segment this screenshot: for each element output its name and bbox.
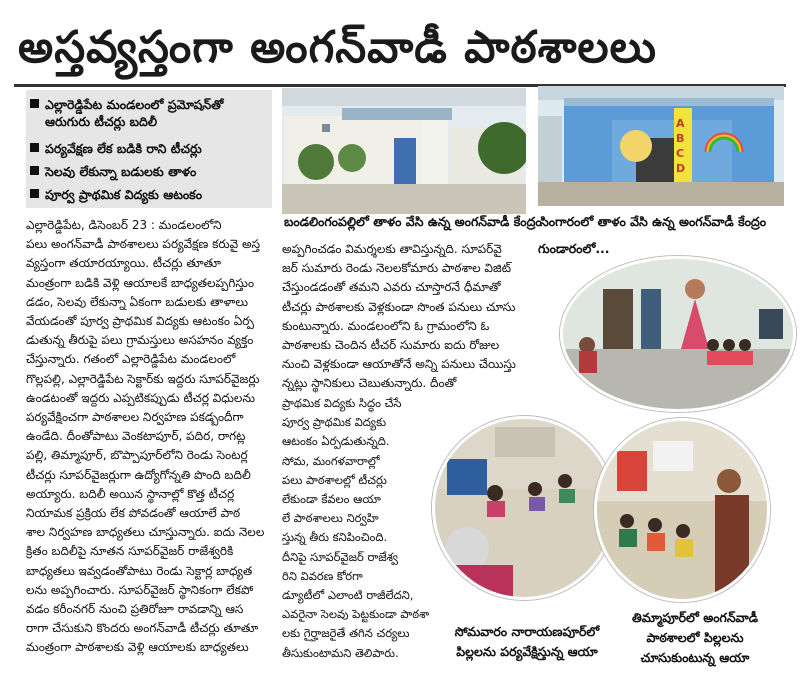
photo-caption: సింగారంలో తాళం వేసి ఉన్న అంగన్‌వాడీ కేంద్రం [540, 214, 767, 229]
article-line: పలు పాఠశాలల్లో టీచర్లు [282, 472, 387, 487]
article-column-1 [26, 216, 274, 658]
article-line: ఉండటంతో ఇద్దరు ఎప్పటికప్పుడు టీచర్ల విధులను [26, 390, 256, 405]
bullet-square-icon [30, 99, 39, 108]
article-line: డుతున్న తీరుపై పలు గ్రామస్తులు అసహనం వ్యక్తం [26, 333, 254, 348]
photo-caption: బండలింగంపల్లిలో తాళం వేసి ఉన్న అంగన్‌వాడీ కేంద్రం [284, 214, 542, 229]
photo-narayanapur [432, 416, 616, 600]
article-column-2-top [282, 240, 534, 394]
caption-line: పాఠశాలలో పిల్లలను [646, 630, 744, 645]
article-line: అయ్యారు. బదిలీ అయిన స్థానాల్లో కొత్త టీచర్ల [26, 486, 235, 501]
article-line: పర్యవేక్షించగా పాఠశాలల నిర్వహణ పకడ్బందీగా [26, 410, 244, 425]
caption-line: సోమవారం నారాయణపూర్‌లో [454, 624, 600, 639]
caption-line: చూసుకుంటున్న ఆయా [640, 650, 750, 665]
article-line: వేయడంతో పూర్వ ప్రాథమిక విద్యకు ఆటంకం ఏర్ప [26, 314, 255, 329]
building-photo [282, 88, 526, 214]
bullet-square-icon [30, 189, 39, 198]
article-line: వడం కరీంనగర్ నుంచి ప్రతిరోజూ రావడాన్ని ఆస [26, 602, 244, 617]
article-line: శాల నిర్వహణ బాధ్యతలు చూస్తున్నారు. ఐదు నెలల [26, 525, 265, 540]
article-line: స్తున్న తీరు కనిపించింది. [282, 530, 388, 545]
article-line: లే పాఠశాలలు నిర్వహి [282, 511, 379, 526]
article-column-2-narrow [282, 394, 432, 663]
article-line: టీచర్లు సూపర్‌వైజర్లుగా ఉద్యోగోన్నతి పొంది బదిలీ [26, 467, 251, 482]
building-photo [538, 86, 784, 206]
highlight-text: పర్యవేక్షణ లేక బడికి రాని టీచర్లు [45, 141, 202, 156]
photo-caption [452, 622, 602, 662]
photo-caption: గుండారంలో... [538, 241, 610, 256]
article-line: వ్యస్తంగా తయారయ్యాయి. టీచర్లు తూతూ [26, 256, 222, 271]
article-line: రిని వివరణ కోరగా [282, 568, 363, 583]
article-line: చేస్తుండడంతో తమని ఎవరు చూస్తారనే ధీమాతో [282, 280, 501, 295]
article-line: లకు గైర్హాజరైతే తగిన చర్యలు [282, 626, 410, 641]
article-line: లను అప్పగించారు. సూపర్‌వైజర్ స్థానికంగా లేకపో [26, 582, 254, 597]
highlight-text-cont: ఆరుగురు టీచర్లు బదిలీ [45, 114, 158, 129]
article-line: డడం, సెలవు లేకున్నా ఏకంగా బడులకు తాళాలు [26, 294, 249, 309]
headline: అస్తవ్యస్తంగా అంగన్‌వాడీ పాఠశాలలు [18, 22, 657, 73]
classroom-photo [563, 259, 793, 409]
article-line: జర్ సుమారు రెండు నెలలకోమారు పాఠశాల విజిట్ [282, 261, 511, 276]
highlight-item [30, 96, 223, 130]
article-line: పాఠశాలకు చెందిన టీచర్ సుమారు ఐదు రోజుల [282, 338, 500, 353]
article-line: రాగా చేసుకుని కొందరు అంగన్‌వాడీ టీచర్లు తూతూ [26, 621, 259, 636]
article-line: నియామక ప్రక్రియ లేక పోవడంతో ఆయాలే పాఠ [26, 506, 241, 521]
highlight-item [30, 186, 202, 203]
highlight-text: పూర్వ ప్రాథమిక విద్యకు ఆటంకం [45, 187, 203, 202]
article-line: గొల్లపల్లి, ఎల్లారెడ్డిపేట సెక్టార్‌కు ఇద్దరు సూపర్‌వైజర్లు [26, 371, 260, 386]
photo-caption [620, 608, 770, 668]
article-line: ఎవరైనా సెలవు పెట్టకుండా పాఠశా [282, 607, 430, 622]
article-line: నుంచి వెళ్లకుండా ఆయాతోనే అన్ని పనులు చేయిస్తు [282, 357, 516, 372]
photo-thimmapur [594, 418, 770, 602]
article-line: బాధ్యతలు ఇవ్వడంతోపాటు రెండు సెక్టార్ల బాధ్యత [26, 563, 253, 578]
caption-line: తిమ్మాపూర్‌లో అంగన్‌వాడీ [632, 610, 758, 625]
article-line: పూర్వ ప్రాథమిక విద్యకు [282, 415, 387, 430]
bullet-square-icon [30, 166, 39, 175]
article-line: మంత్రంగా బడికి వెళ్లి ఆయాలకే బాధ్యతలప్పగిస్తుం [26, 275, 255, 290]
article-line: సోమ, మంగళవారాల్లో [282, 453, 380, 468]
article-line: టీచర్లు పాఠశాలకు వెళ్లకుండా సొంత పనులు చూసు [282, 299, 516, 314]
article-line: తీసుకుంటామని తెలిపారు. [282, 645, 399, 660]
article-line: న్నట్లు స్థానికులు చెబుతున్నారు. దీంతో [282, 376, 457, 391]
article-line: మంత్రంగా పాఠశాలకు వెళ్లి ఆయాలకు బాధ్యతలు [26, 640, 249, 655]
photo-singaram [538, 86, 784, 206]
article-line: పలు అంగన్‌వాడీ పాఠశాలలు పర్యవేక్షణ కరువై అస్త [26, 237, 261, 252]
highlight-text: సెలవు లేకున్నా బడులకు తాళం [45, 164, 197, 179]
article-line: ప్రాథమిక విద్యకు సిద్ధం చేసే [282, 396, 402, 410]
article-line: అప్పగించడం విమర్శలకు తావిస్తున్నది. సూపర్‌వై [282, 242, 502, 256]
highlight-text: ఎల్లారెడ్డిపేట మండలంలో ప్రమోషన్‌తో [45, 97, 224, 112]
article-line: ఆటంకం ఏర్పడుతున్నది. [282, 434, 390, 449]
article-line: ఎల్లారెడ్డిపేట, డిసెంబర్ 23 : మండలంలోని [26, 218, 222, 232]
article-line: దీనిపై సూపర్‌వైజర్ రాజేశ్వ [282, 549, 398, 564]
article-line: చేస్తున్నారు. గతంలో ఎల్లారెడ్డిపేట మండలంలో [26, 352, 236, 367]
photo-gundaram [560, 256, 796, 412]
highlight-item [30, 163, 196, 180]
abcd-board: ABCD [676, 117, 686, 175]
article-line: డ్యూటీలో ఎలాంటి రాజీలేదని, [282, 588, 414, 603]
article-line: కుంటున్నారు. మండలంలోని ఓ గ్రామంలోని ఓ [282, 318, 490, 333]
classroom-photo [597, 421, 767, 599]
article-line: లేకుండా కేవలం ఆయా [282, 492, 381, 507]
article-line: ఉండేది. దీంతోపాటు వెంకటాపూర్, పదిర, రాగట్ల [26, 429, 246, 444]
highlight-item [30, 140, 202, 157]
caption-line: పిల్లలను పర్యవేక్షిస్తున్న ఆయా [456, 644, 598, 659]
photo-bandalingampalli [282, 88, 526, 214]
bullet-square-icon [30, 143, 39, 152]
classroom-photo [435, 419, 613, 597]
article-line: క్రితం బదిలీపై నూతన సూపర్‌వైజర్ రాజేశ్వరికి [26, 544, 234, 559]
article-line: పల్లి, తిమ్మాపూర్, బొప్పాపూర్‌లోని రెండు సెంటర్ల [26, 448, 248, 463]
